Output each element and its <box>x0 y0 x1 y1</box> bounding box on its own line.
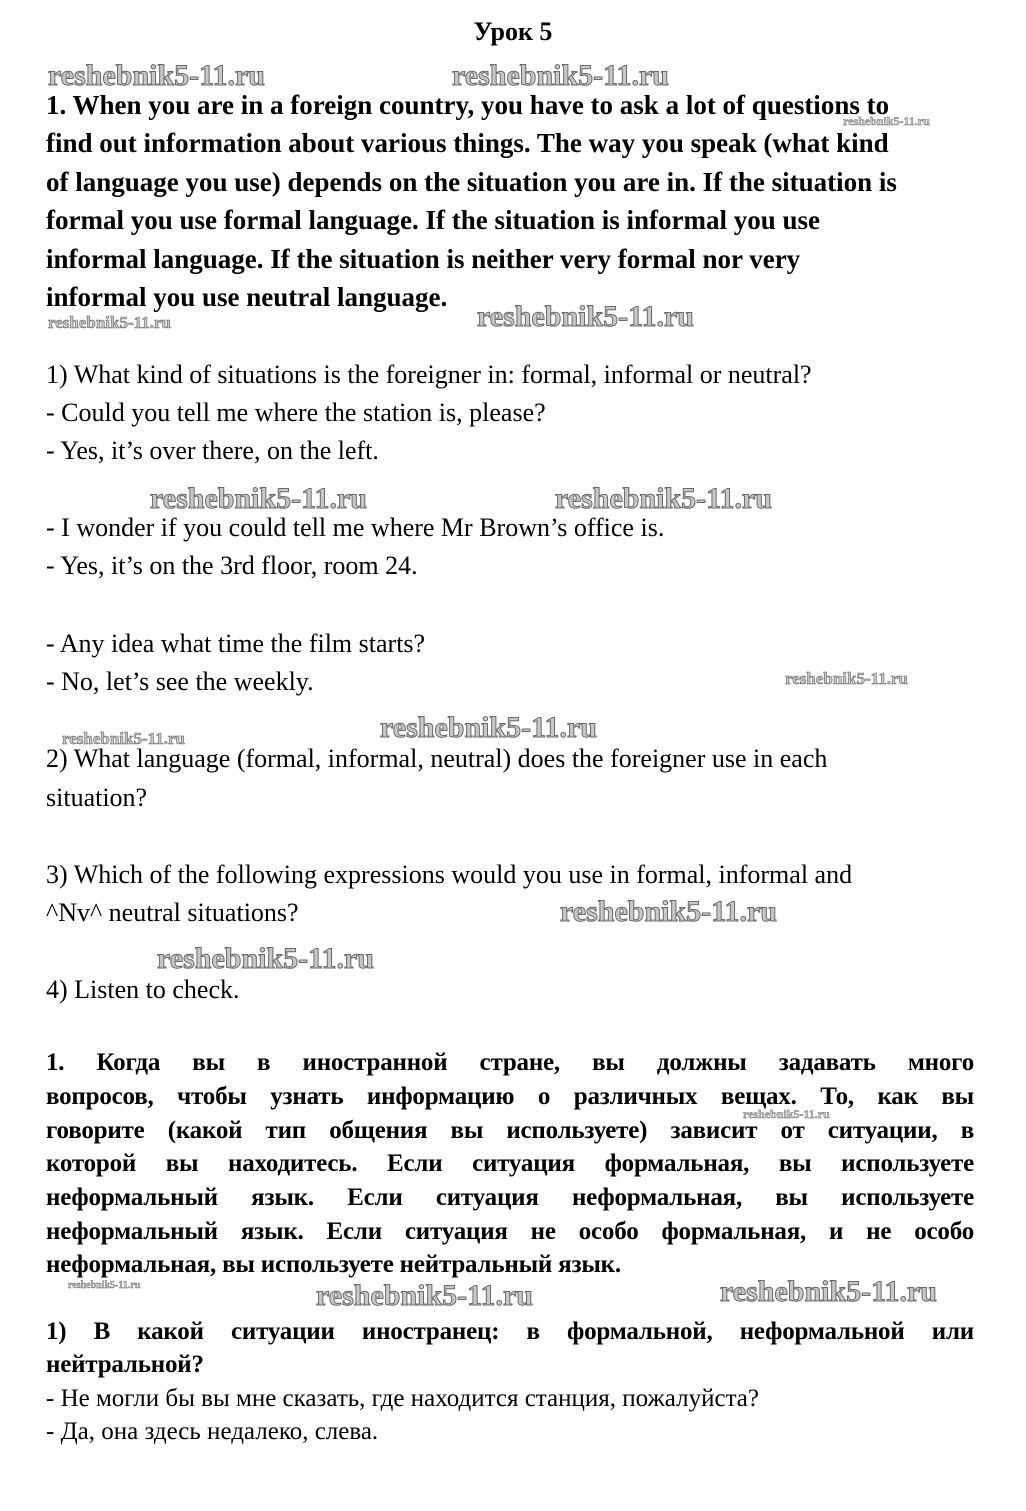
watermark: reshebnik5-11.ru <box>743 1107 830 1121</box>
russian-dialogue-line: - Не могли бы вы мне сказать, где находится станция, пожалуйста? <box>46 1385 759 1412</box>
dialogue-line: - Yes, it’s over there, on the left. <box>46 436 379 465</box>
question-1: 1) What kind of situations is the foreigner in: formal, informal or neutral? <box>46 360 812 389</box>
watermark: reshebnik5-11.ru <box>150 482 367 515</box>
watermark: reshebnik5-11.ru <box>843 114 930 128</box>
russian-intro-line: вопросов, чтобы узнать информацию о различных вещах. То, как вы <box>46 1083 974 1110</box>
watermark: reshebnik5-11.ru <box>720 1275 937 1308</box>
watermark: reshebnik5-11.ru <box>477 300 694 333</box>
question-3-cont: ^Nv^ neutral situations? <box>46 898 299 927</box>
dialogue-line: - No, let’s see the weekly. <box>46 667 314 696</box>
watermark: reshebnik5-11.ru <box>48 59 265 92</box>
page-title: Урок 5 <box>473 17 553 46</box>
watermark: reshebnik5-11.ru <box>560 895 777 928</box>
russian-intro-line: неформальный язык. Если ситуация не особо формальная, и не особо <box>46 1218 974 1245</box>
watermark: reshebnik5-11.ru <box>785 669 908 688</box>
english-intro-line: informal you use neutral language. <box>46 282 448 312</box>
english-intro-line: 1. When you are in a foreign country, you have to ask a lot of questions to <box>46 90 890 120</box>
english-intro-line: of language you use) depends on the situation you are in. If the situation is <box>46 167 897 197</box>
watermark: reshebnik5-11.ru <box>316 1279 533 1312</box>
dialogue-line: - I wonder if you could tell me where Mr Brown’s office is. <box>46 513 665 542</box>
russian-intro-line: 1. Когда вы в иностранной стране, вы должны задавать много <box>46 1049 974 1076</box>
question-2: 2) What language (formal, informal, neutral) does the foreigner use in each <box>46 744 828 773</box>
watermark: reshebnik5-11.ru <box>452 59 669 92</box>
russian-intro-line: неформальный язык. Если ситуация неформальная, вы используете <box>46 1184 974 1211</box>
russian-intro-line: неформальная, вы используете нейтральный язык. <box>46 1251 621 1278</box>
watermark: reshebnik5-11.ru <box>48 313 171 332</box>
question-4: 4) Listen to check. <box>46 975 240 1004</box>
russian-intro-line: говорите (какой тип общения вы используете) зависит от ситуации, в <box>46 1117 974 1144</box>
watermark: reshebnik5-11.ru <box>68 1280 141 1291</box>
watermark: reshebnik5-11.ru <box>62 729 185 748</box>
watermark: reshebnik5-11.ru <box>157 942 374 975</box>
english-intro-line: informal language. If the situation is neither very formal nor very <box>46 244 801 274</box>
dialogue-line: - Any idea what time the film starts? <box>46 629 426 658</box>
russian-question-1: 1) В какой ситуации иностранец: в формальной, неформальной или <box>46 1318 974 1345</box>
english-intro-line: formal you use formal language. If the situation is informal you use <box>46 205 821 235</box>
russian-intro-line: которой вы находитесь. Если ситуация формальная, вы используете <box>46 1150 974 1177</box>
question-2-cont: situation? <box>46 783 148 812</box>
russian-dialogue-line: - Да, она здесь недалеко, слева. <box>46 1418 379 1445</box>
dialogue-line: - Could you tell me where the station is, please? <box>46 398 546 427</box>
question-3: 3) Which of the following expressions would you use in formal, informal and <box>46 860 853 889</box>
watermark: reshebnik5-11.ru <box>555 482 772 515</box>
dialogue-line: - Yes, it’s on the 3rd floor, room 24. <box>46 551 418 580</box>
watermark: reshebnik5-11.ru <box>380 711 597 744</box>
english-intro-line: find out information about various things. The way you speak (what kind <box>46 128 889 158</box>
russian-question-1-cont: нейтральной? <box>46 1351 204 1378</box>
